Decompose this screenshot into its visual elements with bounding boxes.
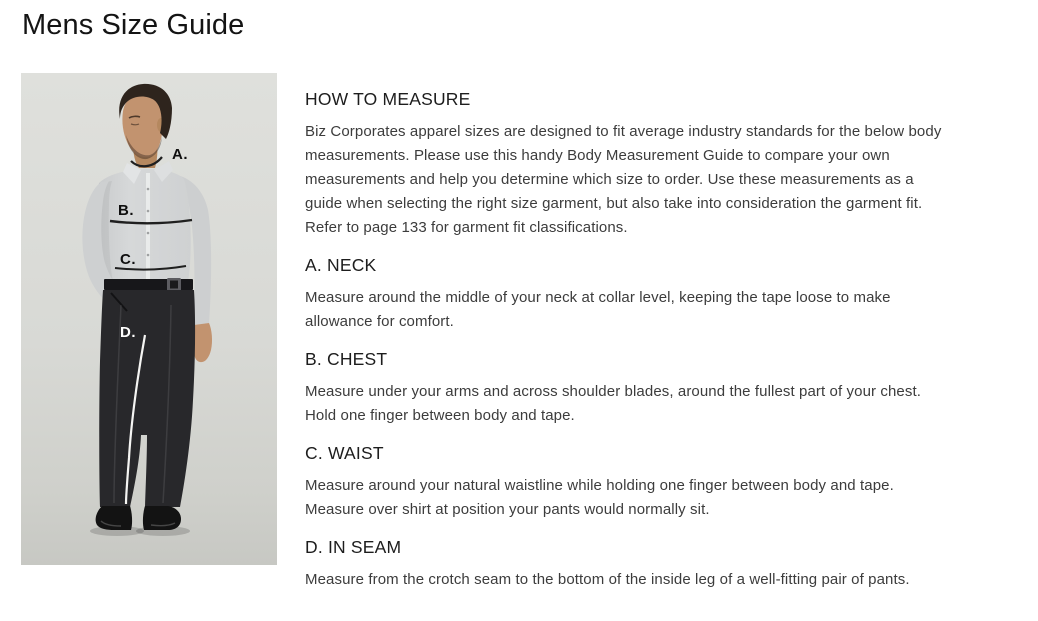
section-body: Measure around your natural waistline while holding one finger between body and tape. Measure over shirt at position your pants would normally sit.	[305, 477, 894, 518]
measurement-photo	[21, 73, 277, 565]
inseam-label: D.	[120, 324, 136, 341]
shirt-button	[147, 254, 150, 257]
right-shoe	[143, 506, 181, 530]
left-shoe	[96, 506, 132, 530]
section-body: Measure from the crotch seam to the bottom of the inside leg of a well-fitting pair of pants.	[305, 571, 910, 588]
section-inseam	[305, 536, 942, 592]
section-waist	[305, 442, 942, 522]
section-neck	[305, 254, 942, 334]
neck-label: A.	[172, 146, 188, 163]
section-heading: C. WAIST	[305, 443, 384, 463]
section-body: Measure around the middle of your neck at collar level, keeping the tape loose to make allowance for comfort.	[305, 289, 891, 330]
section-how-to-measure	[305, 88, 942, 240]
section-chest	[305, 348, 942, 428]
page-title: Mens Size Guide	[22, 9, 245, 41]
section-heading: HOW TO MEASURE	[305, 89, 471, 109]
man-illustration	[21, 73, 277, 565]
belt-buckle-inner	[170, 281, 178, 289]
shirt-button	[147, 188, 150, 191]
section-body: Measure under your arms and across shoulder blades, around the fullest part of your chest. Hold one finger between body and tape.	[305, 383, 921, 424]
waist-label: C.	[120, 251, 136, 268]
measure-instructions	[305, 88, 942, 606]
pants	[99, 290, 195, 507]
shirt-button	[147, 232, 150, 235]
section-heading: A. NECK	[305, 255, 377, 275]
section-heading: D. IN SEAM	[305, 537, 402, 557]
shirt-button	[147, 210, 150, 213]
section-heading: B. CHEST	[305, 349, 388, 369]
chest-label: B.	[118, 202, 134, 219]
section-body: Biz Corporates apparel sizes are designed to fit average industry standards for the below body measurements. Please use this handy Body Measurement Guide to compare your own measurements and help you determine which size to order. Use these measurements as a guide when selecting the right size garment, but also take into consideration the garment fit. Refer to page 133 for garment fit classifications.	[305, 123, 942, 236]
